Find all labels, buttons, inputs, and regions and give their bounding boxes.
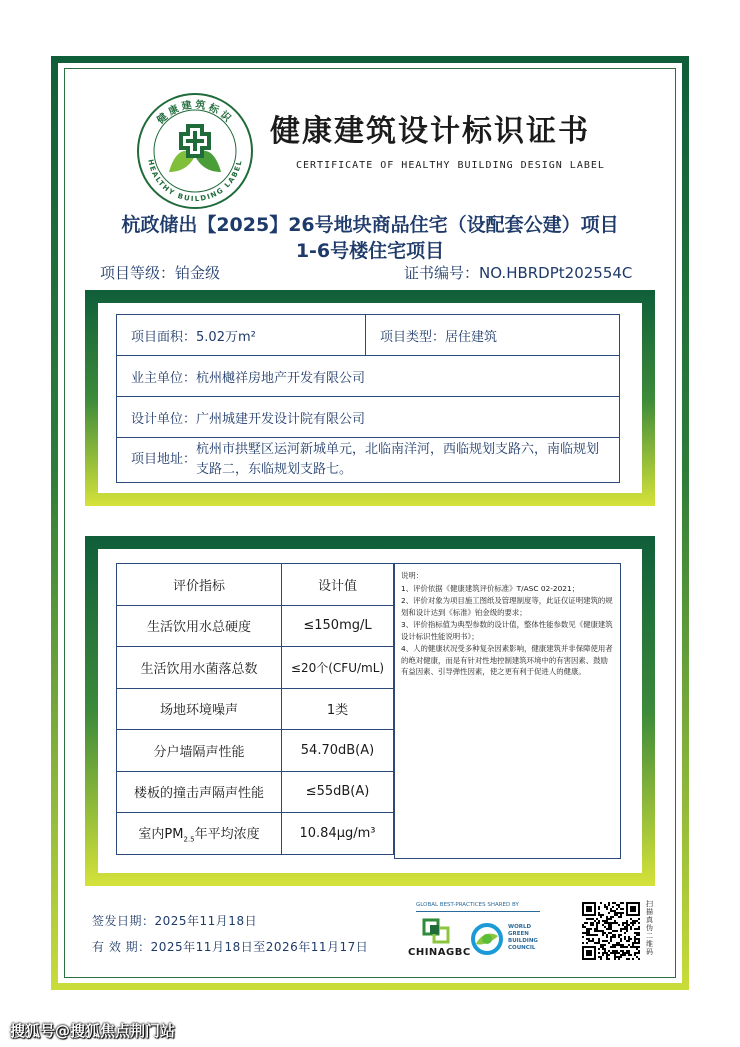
eval-value: ≤150mg/L xyxy=(282,605,394,647)
project-type-label: 项目类型： xyxy=(380,329,446,345)
project-name-line1: 杭政储出【2025】26号地块商品住宅（设配套公建）项目 xyxy=(121,214,619,236)
chinagbc-text: CHINAGBC xyxy=(408,947,471,958)
note-item: 3、评价指标值为典型参数的设计值，整体性能参数见《健康建筑设计标识性能说明书》； xyxy=(401,620,613,641)
eval-header-indicator: 评价指标 xyxy=(117,564,282,606)
healthy-building-emblem-icon xyxy=(136,92,254,210)
eval-value: 1类 xyxy=(282,688,394,730)
table-row xyxy=(117,647,394,689)
designer-label: 设计单位： xyxy=(131,411,197,427)
issue-date: 签发日期：2025年11月18日 xyxy=(92,914,258,928)
wgbc-line: BUILDING xyxy=(508,938,538,944)
table-row xyxy=(117,688,394,730)
project-type-value: 居住建筑 xyxy=(445,329,498,345)
designer-value: 广州城建开发设计院有限公司 xyxy=(196,411,366,427)
note-item: 2、评价对象为项目施工图纸及管理制度等，此证仅证明建筑的规划和设计达到《标准》铂金级的要求； xyxy=(401,596,613,617)
address-value: 杭州市拱墅区运河新城单元，北临南洋河，西临规划支路六，南临规划支路二，东临规划支路七。 xyxy=(196,442,600,477)
notes-box xyxy=(394,563,621,859)
project-area-cell xyxy=(117,315,366,356)
note-item: 1、评价依据《健康建筑评价标准》T/ASC 02-2021； xyxy=(401,583,580,593)
project-area-value: 5.02万m² xyxy=(196,329,256,345)
eval-indicator: 楼板的撞击声隔声性能 xyxy=(117,771,282,813)
project-area-label: 项目面积： xyxy=(131,329,197,345)
wgbc-logo-icon xyxy=(470,922,504,956)
logo-bottom-text: HEALTHY BUILDING LABEL xyxy=(146,158,244,204)
watermark-text: 搜狐号@搜狐焦点荆门站 xyxy=(10,1022,176,1040)
eval-value: ≤55dB(A) xyxy=(282,771,394,813)
wgbc-line: WORLD xyxy=(508,924,532,930)
pm-prefix: 室内PM xyxy=(138,826,184,842)
eval-indicator: 场地环境噪声 xyxy=(117,688,282,730)
wgbc-text xyxy=(508,924,538,952)
eval-indicator: 分户墙隔声性能 xyxy=(117,730,282,772)
evaluation-table xyxy=(116,563,394,855)
eval-value: ≤20个(CFU/mL) xyxy=(282,647,394,689)
project-name-line2: 1-6号楼住宅项目 xyxy=(295,240,445,262)
validity-period: 有 效 期：2025年11月18日至2026年11月17日 xyxy=(92,940,369,954)
pm-suffix: 年平均浓度 xyxy=(194,826,260,842)
address-cell xyxy=(117,438,620,483)
table-row xyxy=(117,730,394,772)
eval-indicator: 生活饮用水菌落总数 xyxy=(117,647,282,689)
eval-header-value: 设计值 xyxy=(282,564,394,606)
chinagbc-logo-icon xyxy=(420,918,456,946)
eval-value: 10.84μg/m³ xyxy=(282,813,394,855)
project-info-table xyxy=(116,314,620,483)
table-row xyxy=(117,605,394,647)
designer-cell xyxy=(117,397,620,438)
certificate-title: 健康建筑设计标识证书 xyxy=(270,114,590,149)
qr-caption: 扫描真伪二维码 xyxy=(646,900,653,956)
shared-by-text: GLOBAL BEST-PRACTICES SHARED BY xyxy=(416,902,519,908)
qr-code-icon[interactable] xyxy=(582,902,640,960)
eval-indicator: 生活饮用水总硬度 xyxy=(117,605,282,647)
address-label: 项目地址： xyxy=(131,452,197,467)
eval-indicator-pm xyxy=(117,813,282,855)
certificate-title-english: CERTIFICATE OF HEALTHY BUILDING DESIGN LABEL xyxy=(296,160,605,171)
notes-title: 说明： xyxy=(401,571,424,580)
table-row xyxy=(117,813,394,855)
pm-subscript: 2.5 xyxy=(183,835,195,844)
wgbc-line: GREEN xyxy=(508,931,529,937)
logo-top-text: 健康建筑标识 xyxy=(155,99,235,127)
owner-value: 杭州樾祥房地产开发有限公司 xyxy=(196,370,366,386)
owner-label: 业主单位： xyxy=(131,370,197,386)
project-type-cell xyxy=(366,315,620,356)
note-item: 4、人的健康状况受多种复杂因素影响，健康建筑并非保障使用者的绝对健康，而是有针对性地控制建筑环境中的有害因素、鼓励有益因素、引导弹性因素，使之更有利于促进人的健康。 xyxy=(401,644,613,676)
project-grade: 项目等级：铂金级 xyxy=(100,264,221,282)
shared-by-divider xyxy=(416,911,540,912)
owner-cell xyxy=(117,356,620,397)
table-row xyxy=(117,771,394,813)
certificate-number: 证书编号：NO.HBRDPt202554C xyxy=(404,264,633,282)
eval-value: 54.70dB(A) xyxy=(282,730,394,772)
wgbc-line: COUNCIL xyxy=(508,945,536,951)
